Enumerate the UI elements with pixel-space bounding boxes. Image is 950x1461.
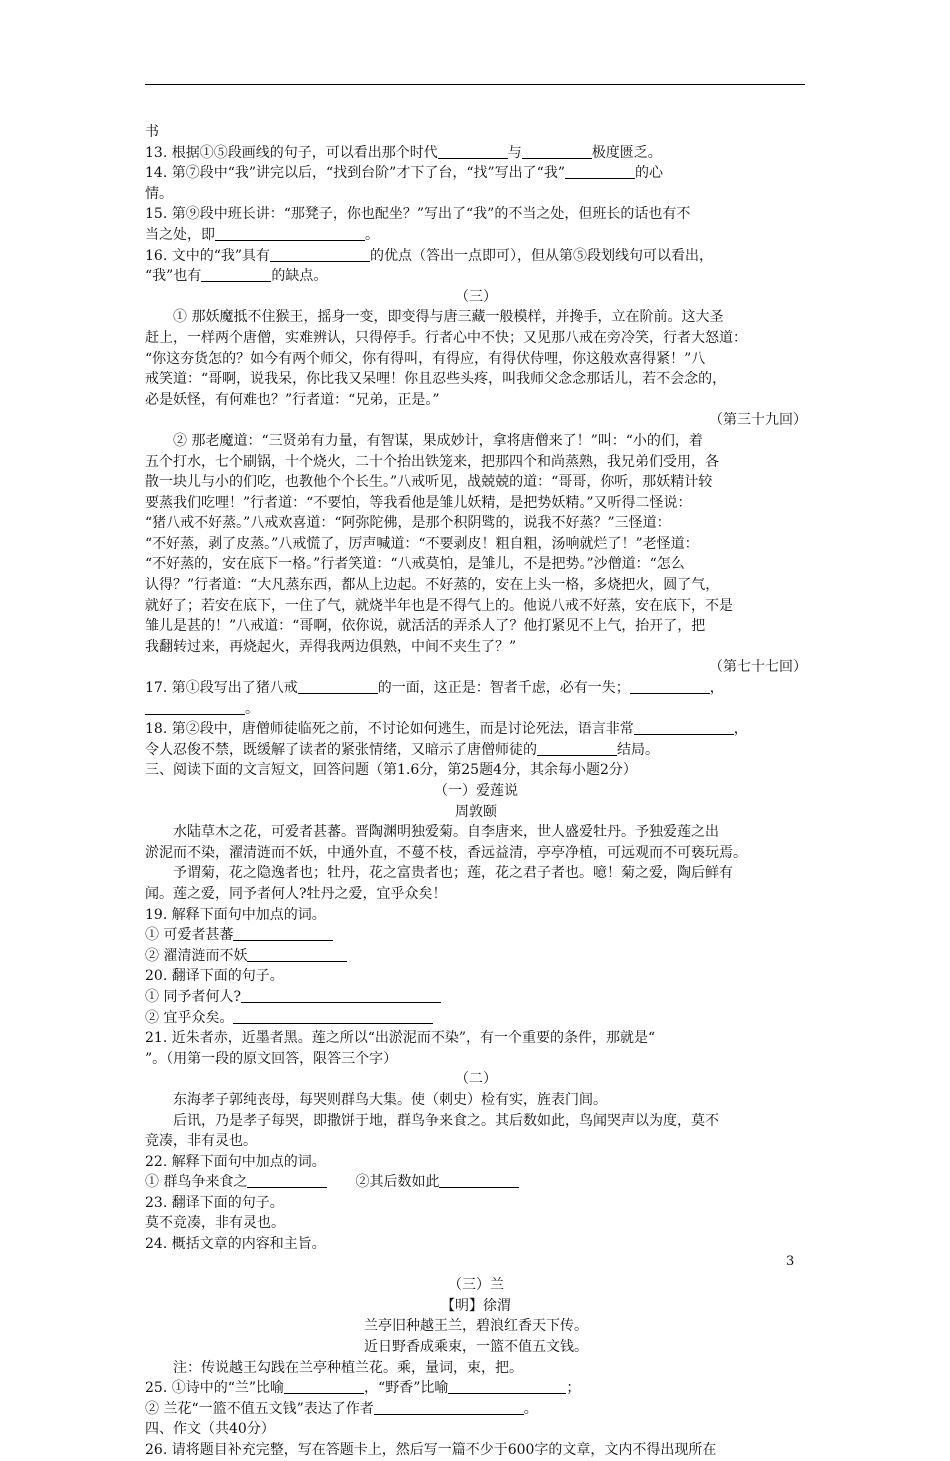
text-line — [145, 287, 807, 308]
text-line — [145, 1234, 807, 1255]
line-text: 当之处，即 — [145, 226, 215, 243]
text-line — [145, 822, 807, 843]
text-line — [145, 637, 807, 658]
line-text: ② 濯清涟而不妖 — [145, 947, 248, 964]
line-text: 24. 概括文章的内容和主旨。 — [145, 1236, 326, 1253]
answer-blank[interactable] — [522, 144, 592, 159]
answer-blank[interactable] — [565, 164, 635, 179]
text-line — [145, 534, 807, 555]
text-line — [145, 328, 807, 349]
text-line — [145, 349, 807, 370]
line-text: 散一块儿与小的们吃，也教他个个长生。”八戒听见，战兢兢的道：“哥哥，你听，那妖精计较 — [145, 474, 713, 491]
text-line — [145, 740, 807, 761]
line-text: 五个打水，七个刷锅，十个烧火，二十个抬出铁笼来，把那四个和尚蒸熟，我兄弟们受用，各 — [145, 453, 719, 470]
line-text: ② 兰花“一篮不值五文钱”表达了作者 — [145, 1400, 374, 1417]
answer-blank[interactable] — [241, 988, 441, 1003]
line-text: ， — [733, 721, 748, 738]
line-text: （第三十九回） — [709, 412, 807, 429]
text-line — [145, 925, 807, 946]
line-text: 15. 第⑨段中班长讲：“那凳子，你也配坐？”写出了“我”的不当之处，但班长的话也有不 — [145, 206, 691, 223]
line-text: 的缺点。 — [271, 268, 328, 285]
text-line — [145, 1193, 807, 1214]
answer-blank[interactable] — [634, 720, 734, 735]
line-text: 就好了；若安在底下，一住了气，就烧半年也是不得气上的。他说八戒不好蒸，安在底下，不是 — [145, 597, 733, 614]
text-line — [145, 1028, 807, 1049]
line-text: ， — [709, 680, 724, 697]
text-line — [145, 987, 807, 1008]
text-line — [145, 1316, 807, 1337]
line-text: 雏儿是甚的！”八戒道：“哥啊，依你说，就活活的弄杀人了？他打紧见不上气，抬开了，把 — [145, 618, 706, 635]
line-text: ； — [566, 1380, 581, 1397]
page-number: 3 — [786, 1254, 795, 1269]
text-line — [145, 307, 807, 328]
answer-blank[interactable] — [439, 1173, 519, 1188]
header-rule — [145, 84, 805, 85]
line-text: 竞凑，非有灵也。 — [145, 1133, 257, 1150]
line-text: “我”也有 — [145, 268, 202, 285]
text-line — [145, 760, 807, 781]
text-line — [145, 1172, 807, 1193]
text-line — [145, 1111, 807, 1132]
answer-blank[interactable] — [298, 679, 378, 694]
line-text: 必是妖怪，有何难也？”行者道：“兄弟，正是。” — [145, 391, 440, 408]
answer-blank[interactable] — [145, 700, 245, 715]
text-line — [145, 163, 807, 184]
text-line — [145, 719, 807, 740]
text-line — [145, 1440, 807, 1461]
line-text: ② 那老魔道：“三贤弟有力量，有智谋，果成妙计，拿将唐僧来了！”叫：“小的们，着 — [173, 432, 703, 449]
answer-blank[interactable] — [537, 741, 617, 756]
line-text: 书 — [145, 124, 159, 140]
line-text: （第七十七回） — [709, 659, 807, 676]
text-line — [145, 1378, 807, 1399]
line-text: ，“野香”比喻 — [364, 1380, 449, 1397]
text-line — [145, 1275, 807, 1296]
line-text: 20. 翻译下面的句子。 — [145, 968, 284, 985]
text-line — [145, 1090, 807, 1111]
line-text: “你这夯货怎的？如今有两个师父，你有得叫，有得应，有得伏侍哩，你这般欢喜得紧！”八 — [145, 350, 706, 367]
line-text: 令人忍俊不禁，既缓解了读者的紧张情绪，又暗示了唐僧师徒的 — [145, 741, 537, 758]
text-line — [145, 452, 807, 473]
text-line — [145, 493, 807, 514]
line-text: 水陆草木之花，可爱者甚蕃。晋陶渊明独爱菊。自李唐来，世人盛爱牡丹。予独爱莲之出 — [173, 824, 719, 841]
text-line — [145, 1131, 807, 1152]
line-text: “不好蒸，剥了皮蒸。”八戒慌了，厉声喊道：“不要剥皮！粗自粗，汤响就烂了！”老怪道： — [145, 535, 699, 552]
line-text: （二） — [455, 1071, 497, 1088]
line-text: 周敦颐 — [455, 803, 497, 820]
text-line — [145, 657, 807, 678]
text-line — [145, 554, 807, 575]
text-line — [145, 843, 807, 864]
line-text: 22. 解释下面句中加点的词。 — [145, 1153, 326, 1170]
answer-blank[interactable] — [233, 926, 333, 941]
line-text: 17. 第①段写出了猪八戒 — [145, 680, 298, 697]
text-line — [145, 884, 807, 905]
answer-blank[interactable] — [448, 1379, 566, 1394]
text-line — [145, 122, 807, 143]
line-text: 25. ①诗中的“兰”比喻 — [145, 1380, 285, 1397]
line-text: 我翻转过来，再烧起火，弄得我两边俱熟，中间不夹生了？” — [145, 638, 517, 655]
text-line — [145, 966, 807, 987]
line-text: ① 群鸟争来食之 — [145, 1174, 248, 1191]
line-text: 。 — [523, 1400, 538, 1417]
line-text: 极度匮乏。 — [591, 144, 662, 161]
line-text: 16. 文中的“我”具有 — [145, 247, 271, 264]
line-text: 三、阅读下面的文言短文，回答问题（第1.6分，第25题4分，其余每小题2分） — [145, 762, 637, 779]
text-line — [145, 699, 807, 720]
line-text: 东海孝子郭纯丧母，每哭则群鸟大集。使（刺史）检有实，旌表门闾。 — [173, 1091, 607, 1108]
line-text: 赶上，一样两个唐僧，实难辨认，只得停手。行者心中不快；又见那八戒在旁冷笑，行者大怒道： — [145, 329, 747, 346]
text-line — [145, 678, 807, 699]
line-text: 14. 第⑦段中“我”讲完以后，“找到台阶”才下了台，“找”写出了“我” — [145, 165, 565, 182]
line-text: 莫不竞凑，非有灵也。 — [145, 1215, 285, 1232]
line-text: ② 宜乎众矣。 — [145, 1009, 234, 1026]
text-line — [145, 369, 807, 390]
line-text: 戒笑道：“哥啊，说我呆，你比我又呆哩！你且忍些头疼，叫我师父念念那话儿，若不会念的， — [145, 371, 727, 388]
line-text: 淤泥而不染，濯清涟而不妖，中通外直，不蔓不枝，香远益清，亭亭净植，可远观而不可亵玩焉。 — [145, 844, 747, 861]
line-text: “猪八戒不好蒸。”八戒欢喜道：“阿弥陀佛，是那个积阴骘的，说我不好蒸？”三怪道： — [145, 515, 671, 532]
text-line — [145, 1152, 807, 1173]
line-text: 【明】徐渭 — [441, 1297, 511, 1314]
text-line — [145, 575, 807, 596]
line-text: 的优点（答出一点即可），但从第⑤段划线句可以看出， — [370, 247, 714, 264]
answer-blank[interactable] — [438, 144, 508, 159]
text-line — [145, 1358, 807, 1379]
text-line — [145, 246, 807, 267]
line-text: 近日野香成乘束，一篮不值五文钱。 — [364, 1339, 588, 1356]
document-body — [145, 122, 807, 1461]
text-line — [145, 596, 807, 617]
line-text: ① 那妖魔抵不住猴王，摇身一变，即变得与唐三藏一般模样，并搀手，立在阶前。这大圣 — [173, 309, 724, 326]
text-line — [145, 905, 807, 926]
line-text: “不好蒸的，安在底下一格。”行者笑道：“八戒莫怕，是雏儿，不是把势。”沙僧道：“怎么 — [145, 556, 685, 573]
text-line — [145, 410, 807, 431]
text-line — [145, 946, 807, 967]
line-text: 26. 请将题目补充完整，写在答题卡上，然后写一篇不少于600字的文章，文内不得出现所在 — [145, 1442, 717, 1458]
line-text: 予谓菊，花之隐逸者也；牡丹，花之富贵者也；莲，花之君子者也。噫！菊之爱，陶后鲜有 — [173, 865, 733, 882]
line-text: ”。（用第一段的原文回答，限答三个字） — [145, 1050, 398, 1067]
text-line — [145, 266, 807, 287]
answer-blank[interactable] — [201, 267, 271, 282]
line-text: 结局。 — [617, 741, 659, 758]
line-text: 与 — [507, 144, 522, 161]
line-text: （一）爱莲说 — [434, 783, 518, 799]
text-line — [145, 802, 807, 823]
text-line — [145, 1399, 807, 1420]
line-text: ① 同予者何人? — [145, 988, 241, 1005]
line-text: （三）兰 — [448, 1277, 504, 1294]
line-text: ① 可爱者甚蕃 — [145, 927, 234, 944]
line-text: 的一面，这正是：智者千虑，必有一失； — [377, 680, 630, 697]
answer-blank[interactable] — [247, 947, 347, 962]
text-line — [145, 1337, 807, 1358]
answer-blank[interactable] — [630, 679, 710, 694]
answer-blank[interactable] — [233, 1009, 433, 1024]
text-line — [145, 390, 807, 411]
line-text: ②其后数如此 — [327, 1174, 440, 1191]
text-line — [145, 143, 807, 164]
line-text: 兰亭旧种越王兰，碧浪红香天下传。 — [364, 1318, 588, 1335]
text-line — [145, 1069, 807, 1090]
text-line — [145, 1296, 807, 1317]
line-text: 后讯，乃是孝子每哭，即撒饼于地，群鸟争来食之。其后数如此，鸟闻哭声以为度，莫不 — [173, 1112, 719, 1129]
text-line — [145, 225, 807, 246]
answer-blank[interactable] — [215, 226, 365, 241]
line-text: 的心 — [634, 165, 663, 182]
line-text: 13. 根据①⑤段画线的句子，可以看出那个时代 — [145, 144, 438, 161]
line-text: 。 — [365, 226, 379, 243]
line-text: 23. 翻译下面的句子。 — [145, 1194, 284, 1211]
text-line — [145, 1008, 807, 1029]
line-text: 21. 近朱者赤，近墨者黑。莲之所以“出淤泥而不染”，有一个重要的条件，那就是“ — [145, 1030, 656, 1047]
text-line — [145, 204, 807, 225]
text-line — [145, 184, 807, 205]
line-text: 19. 解释下面句中加点的词。 — [145, 906, 326, 923]
text-line — [145, 1419, 807, 1440]
line-text: 四、作文（共40分） — [145, 1421, 275, 1438]
text-line — [145, 1255, 807, 1276]
line-text: 情。 — [145, 185, 173, 202]
text-line — [145, 1049, 807, 1070]
text-line — [145, 616, 807, 637]
line-text: 认得？”行者道：“大凡蒸东西，都从上边起。不好蒸的，安在上头一格，多烧把火，圆了气， — [145, 577, 720, 594]
line-text: 。 — [245, 700, 259, 717]
text-line — [145, 1213, 807, 1234]
line-text: 要蒸我们吃哩！”行者道：“不要怕，等我看他是雏儿妖精，是把势妖精。”又听得二怪说： — [145, 494, 692, 511]
text-line — [145, 513, 807, 534]
text-line — [145, 431, 807, 452]
answer-blank[interactable] — [284, 1379, 364, 1394]
answer-blank[interactable] — [270, 247, 370, 262]
answer-blank[interactable] — [374, 1400, 524, 1415]
line-text: 注：传说越王勾践在兰亭种植兰花。乘，量词，束，把。 — [173, 1359, 523, 1376]
text-line — [145, 472, 807, 493]
line-text: 闻。莲之爱，同予者何人?牡丹之爱，宜乎众矣！ — [145, 885, 447, 902]
line-text: 18. 第②段中，唐僧师徒临死之前，不讨论如何逃生，而是讨论死法，语言非常 — [145, 721, 634, 738]
line-text: （三） — [455, 288, 497, 305]
text-line — [145, 781, 807, 802]
text-line — [145, 863, 807, 884]
answer-blank[interactable] — [247, 1173, 327, 1188]
